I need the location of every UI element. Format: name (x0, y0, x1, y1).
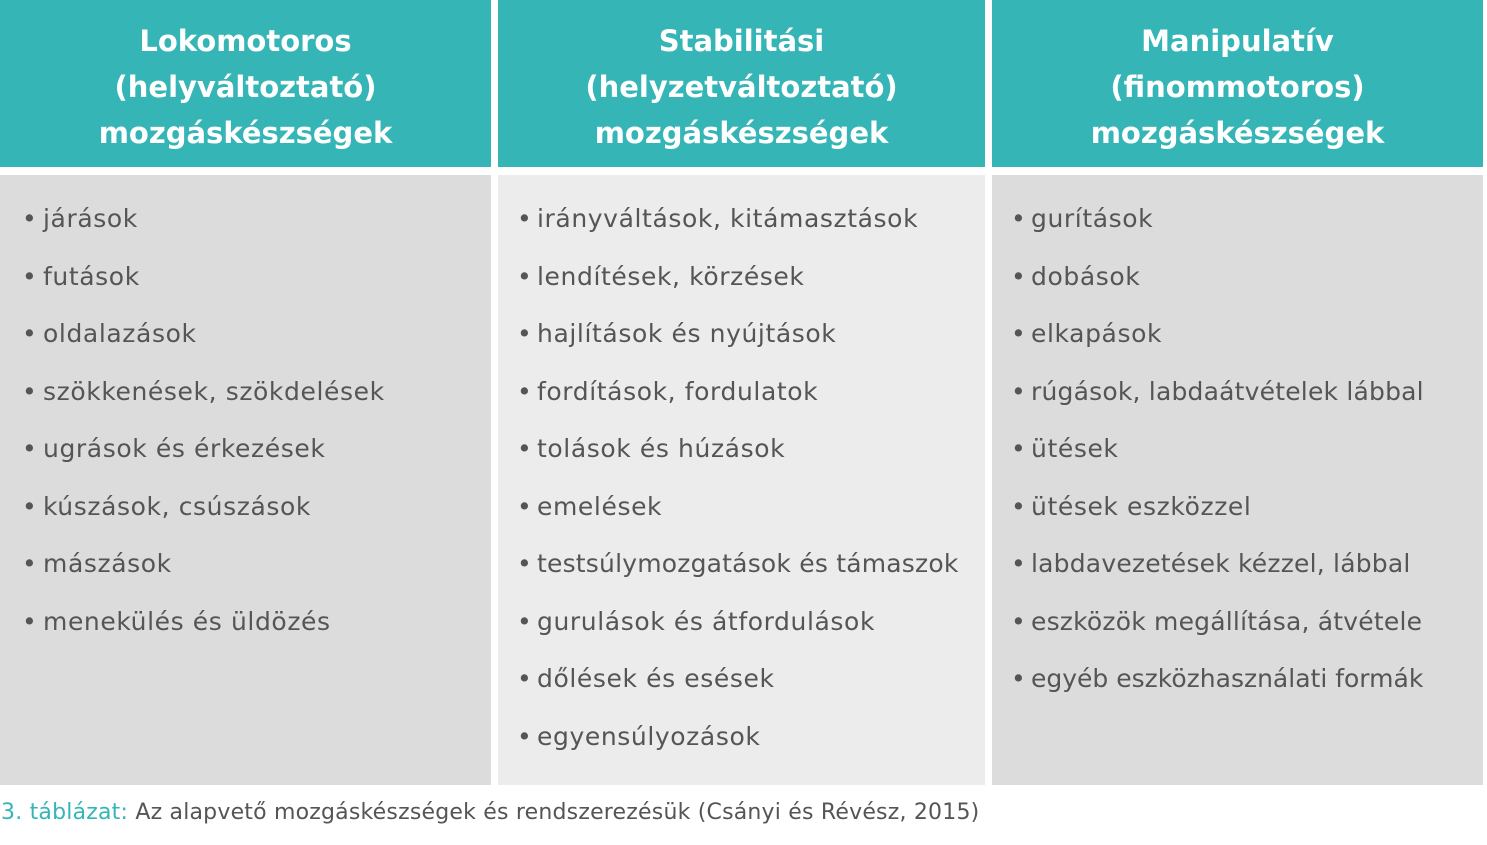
bullet-icon: • (22, 376, 38, 406)
column-header (992, 0, 1483, 167)
list-item-text: dobások (1031, 261, 1141, 291)
bullet-icon: • (1011, 376, 1026, 406)
table-caption (1, 800, 979, 825)
bullet-icon: • (1011, 319, 1027, 348)
bullet-icon: • (1011, 491, 1027, 521)
list-item-text: szökkenések, szökdelések (43, 376, 385, 406)
list-item-text: hajlítások és nyújtások (537, 319, 837, 348)
list-item-text: testsúlymozgatások és támaszok (537, 549, 959, 578)
list-item (992, 424, 1483, 482)
list-item (0, 539, 491, 597)
list-item (498, 424, 985, 482)
column-body (0, 175, 491, 785)
list-item-text: menekülés és üldözés (43, 606, 331, 636)
caption-text: Az alapvető mozgáskészségek és rendszerezésük (Csányi és Révész, 2015) (128, 800, 980, 825)
list-item (992, 539, 1483, 597)
column-body (992, 175, 1483, 785)
list-item-text: futások (43, 261, 140, 291)
list-item (498, 482, 985, 540)
bullet-icon: • (22, 491, 38, 521)
list-item-text: egyensúlyozások (537, 721, 761, 751)
list-item-text: eszközök megállítása, átvétele (1031, 606, 1423, 636)
list-item-text: elkapások (1031, 319, 1163, 348)
bullet-icon: • (517, 606, 533, 636)
list-item-text: rúgások, labdaátvételek lábbal (1031, 376, 1424, 406)
list-item-text: oldalazások (43, 319, 197, 348)
bullet-icon: • (517, 721, 533, 751)
list-item (0, 597, 491, 655)
list-item (992, 654, 1483, 712)
list-item (498, 539, 985, 597)
column-header-line: (helyváltoztató) (114, 70, 377, 104)
bullet-icon: • (517, 204, 533, 233)
list-item (0, 482, 491, 540)
bullet-icon: • (517, 549, 532, 578)
bullet-icon: • (22, 434, 38, 463)
list-item (498, 309, 985, 367)
bullet-icon: • (517, 376, 533, 406)
list-item-text: lendítések, körzések (537, 261, 805, 291)
list-item (498, 712, 985, 770)
list-item (992, 194, 1483, 252)
list-item (498, 654, 985, 712)
list-item (498, 367, 985, 425)
list-item-text: labdavezetések kézzel, lábbal (1031, 549, 1411, 578)
column-header-line: (finommotoros) (1110, 70, 1365, 104)
list-item-text: ütések eszközzel (1031, 491, 1252, 521)
list-item (498, 252, 985, 310)
bullet-icon: • (22, 549, 38, 578)
list-item-text: emelések (537, 491, 663, 521)
skill-list (0, 194, 491, 654)
bullet-icon: • (517, 434, 533, 463)
column-header-line: Manipulatív (1141, 24, 1334, 58)
caption-label: 3. táblázat: (1, 800, 129, 825)
bullet-icon: • (1011, 434, 1027, 463)
bullet-icon: • (517, 491, 533, 521)
column-header-line: mozgáskészségek (594, 116, 889, 150)
list-item (0, 367, 491, 425)
list-item-text: fordítások, fordulatok (537, 376, 819, 406)
bullet-icon: • (1011, 606, 1026, 636)
bullet-icon: • (22, 319, 38, 348)
bullet-icon: • (1011, 261, 1027, 291)
list-item-text: ugrások és érkezések (43, 434, 326, 463)
list-item-text: dőlések és esések (537, 664, 775, 693)
list-item (0, 424, 491, 482)
bullet-icon: • (22, 261, 38, 291)
bullet-icon: • (1011, 664, 1026, 693)
column-header-line: Lokomotoros (139, 24, 352, 58)
list-item-text: kúszások, csúszások (43, 491, 311, 521)
list-item-text: tolások és húzások (537, 434, 786, 463)
column-header-line: Stabilitási (658, 24, 825, 58)
column-header-line: mozgáskészségek (1090, 116, 1385, 150)
column-header (0, 0, 491, 167)
list-item (992, 367, 1483, 425)
bullet-icon: • (1011, 549, 1026, 578)
list-item (498, 194, 985, 252)
list-item (0, 309, 491, 367)
list-item-text: gurítások (1031, 204, 1154, 233)
bullet-icon: • (517, 261, 533, 291)
bullet-icon: • (22, 606, 38, 636)
column-header-line: (helyzetváltoztató) (585, 70, 898, 104)
column-body (498, 175, 985, 785)
list-item-text: járások (43, 204, 138, 233)
bullet-icon: • (517, 319, 533, 348)
column-header-line: mozgáskészségek (98, 116, 393, 150)
bullet-icon: • (517, 664, 533, 693)
bullet-icon: • (22, 204, 38, 233)
list-item-text: mászások (43, 549, 172, 578)
list-item (992, 597, 1483, 655)
skill-list (992, 194, 1483, 712)
bullet-icon: • (1011, 204, 1027, 233)
column-header (498, 0, 985, 167)
list-item-text: gurulások és átfordulások (537, 606, 876, 636)
list-item (992, 309, 1483, 367)
skill-list (498, 194, 985, 769)
list-item (498, 597, 985, 655)
list-item-text: egyéb eszközhasználati formák (1031, 664, 1424, 693)
list-item (992, 482, 1483, 540)
list-item-text: ütések (1031, 434, 1119, 463)
list-item (0, 194, 491, 252)
list-item-text: irányváltások, kitámasztások (537, 204, 919, 233)
list-item (992, 252, 1483, 310)
list-item (0, 252, 491, 310)
